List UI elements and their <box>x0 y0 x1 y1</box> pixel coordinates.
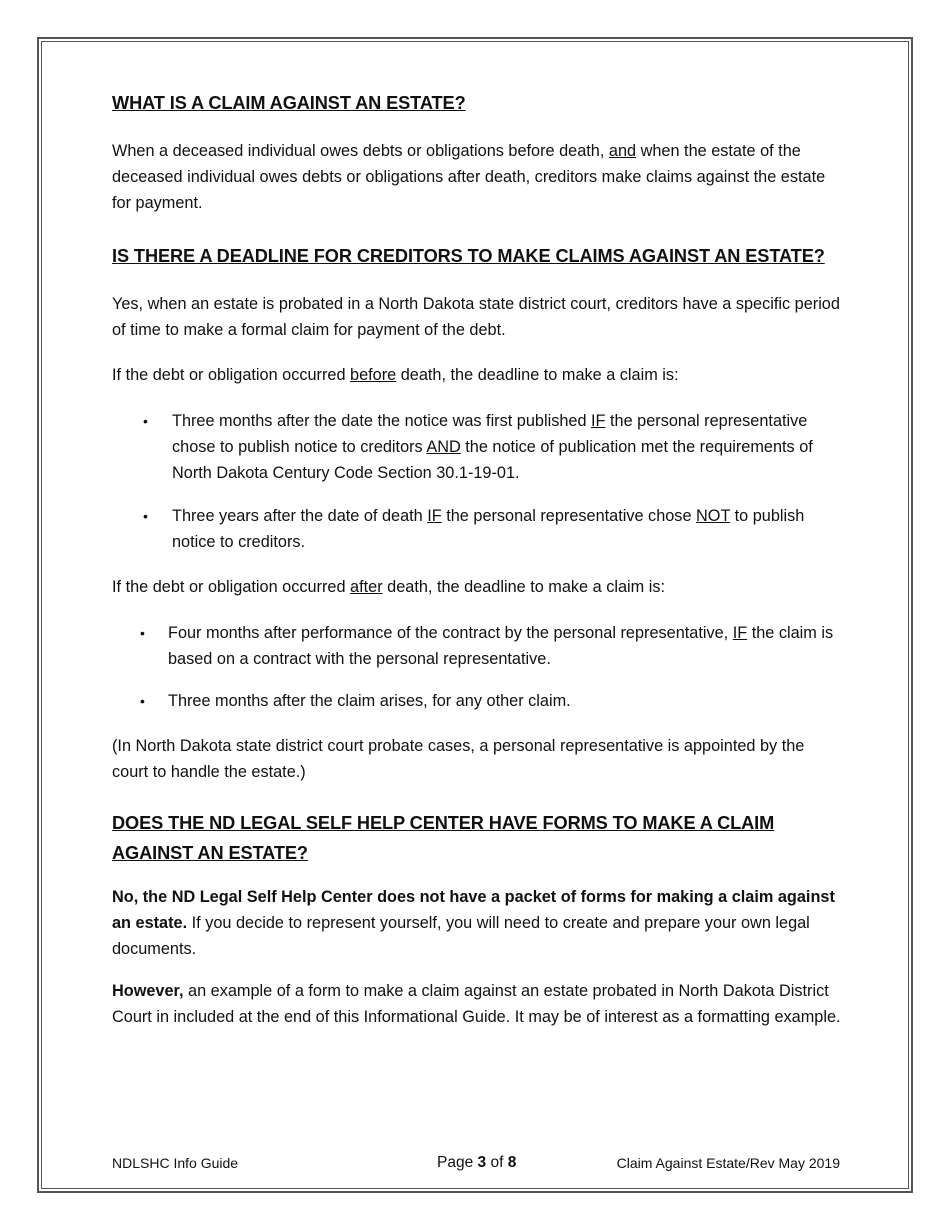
section-heading-forms: DOES THE ND LEGAL SELF HELP CENTER HAVE FORMS TO MAKE A CLAIM AGAINST AN ESTATE? <box>112 813 775 863</box>
paragraph-claim-definition: When a deceased individual owes debts or obligations before death, and when the estate of the deceased individual owes debts or obligations after death, creditors make claims against the estate for payment. <box>112 142 826 212</box>
paragraph-after-death: If the debt or obligation occurred after death, the deadline to make a claim is: <box>112 578 666 596</box>
bullet-icon: • <box>140 693 145 709</box>
bullet-icon: • <box>140 625 145 641</box>
paragraph-deadline-yes: Yes, when an estate is probated in a North Dakota state district court, creditors have a specific period of time to make a formal claim for payment of the debt. <box>112 295 840 339</box>
paragraph-no-forms: No, the ND Legal Self Help Center does not have a packet of forms for making a claim against an estate. If you decide to represent yourself, you will need to create and prepare your own legal documents. <box>112 888 835 958</box>
list-item: • Three years after the date of death IF the personal representative chose NOT to publish notice to creditors. <box>112 503 842 555</box>
paragraph-before-death: If the debt or obligation occurred before death, the deadline to make a claim is: <box>112 366 679 384</box>
footer-guide-name: NDLSHC Info Guide <box>112 1155 239 1171</box>
list-after-death <box>112 620 842 714</box>
footer-page-number: Page 3 of 8 <box>437 1154 517 1171</box>
paragraph-personal-representative-note: (In North Dakota state district court probate cases, a personal representative is appointed by the court to handle the estate.) <box>112 737 805 781</box>
bullet-icon: • <box>143 413 148 429</box>
bullet-icon: • <box>143 508 148 524</box>
section-heading-deadline: IS THERE A DEADLINE FOR CREDITORS TO MAKE CLAIMS AGAINST AN ESTATE? <box>112 246 825 266</box>
list-item: • Four months after performance of the contract by the personal representative, IF the claim is based on a contract with the personal representative. <box>112 620 842 672</box>
document-body <box>112 88 842 1030</box>
list-before-death <box>112 408 842 555</box>
list-item: • Three months after the date the notice was first published IF the personal representative chose to publish notice to creditors AND the notice of publication met the requirements of North Dakota Century Code Section 30.1-19-01. <box>112 408 842 486</box>
page-footer <box>112 1152 840 1174</box>
section-heading-claim: WHAT IS A CLAIM AGAINST AN ESTATE? <box>112 93 466 113</box>
list-item: • Three months after the claim arises, for any other claim. <box>112 688 842 714</box>
paragraph-however-example: However, an example of a form to make a claim against an estate probated in North Dakota District Court in included at the end of this Informational Guide. It may be of interest as a formatting example. <box>112 982 841 1026</box>
footer-revision: Claim Against Estate/Rev May 2019 <box>616 1155 840 1171</box>
